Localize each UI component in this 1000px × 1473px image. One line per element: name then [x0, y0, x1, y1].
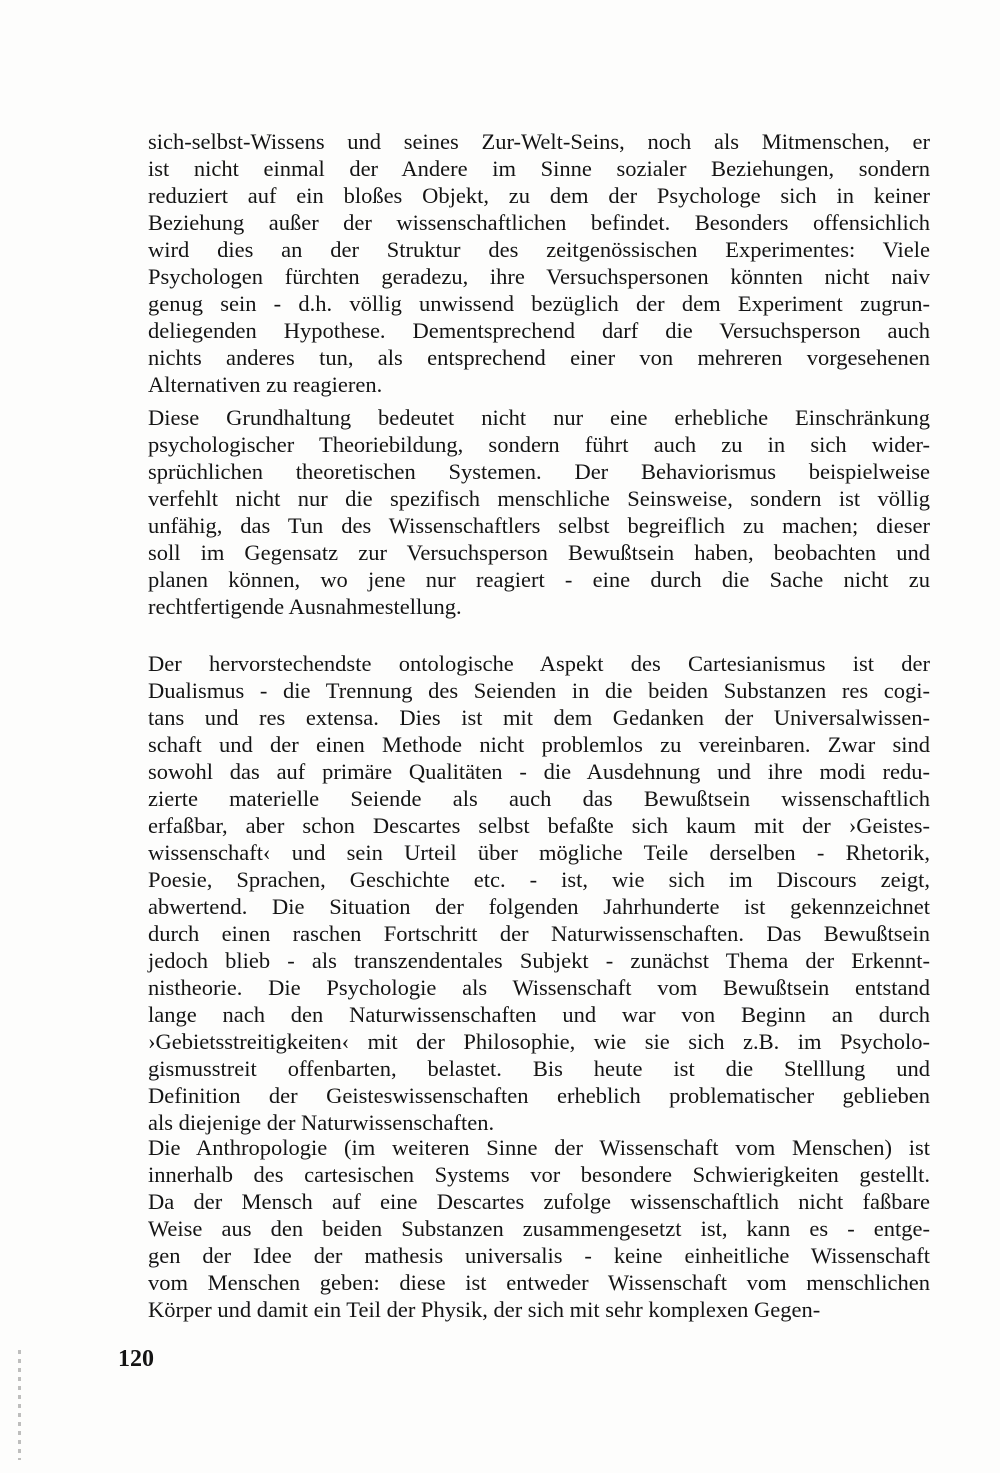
- text-line: rechtfertigende Ausnahmestellung.: [148, 594, 462, 619]
- text-line: soll im Gegensatz zur Versuchsperson Bewußtsein haben, beobachten und: [148, 540, 930, 565]
- text-line: Psychologen fürchten geradezu, ihre Versuchspersonen könnten nicht naiv: [148, 264, 930, 289]
- text-line: Dualismus - die Trennung des Seienden in die beiden Substanzen res cogi-: [148, 678, 930, 703]
- text-line: wird dies an der Struktur des zeitgenössischen Experimentes: Viele: [148, 237, 930, 262]
- text-line: genug sein - d.h. völlig unwissend bezüglich der dem Experiment zugrun-: [148, 291, 930, 316]
- text-line: planen können, wo jene nur reagiert - eine durch die Sache nicht zu: [148, 567, 930, 592]
- text-line: Der hervorstechendste ontologische Aspekt des Cartesianismus ist der: [148, 651, 930, 676]
- text-line: reduziert auf ein bloßes Objekt, zu dem der Psychologe sich in keiner: [148, 183, 930, 208]
- paragraph-4: [148, 1134, 930, 1323]
- text-line: verfehlt nicht nur die spezifisch menschliche Seinsweise, sondern ist völlig: [148, 486, 930, 511]
- text-line: Diese Grundhaltung bedeutet nicht nur eine erhebliche Einschränkung: [148, 405, 930, 430]
- text-line: Beziehung außer der wissenschaftlichen befindet. Besonders offensichlich: [148, 210, 930, 235]
- text-line: Körper und damit ein Teil der Physik, der sich mit sehr komplexen Gegen-: [148, 1297, 821, 1322]
- text-line: Alternativen zu reagieren.: [148, 372, 383, 397]
- text-line: tans und res extensa. Dies ist mit dem Gedanken der Universalwissen-: [148, 705, 930, 730]
- page-number: 120: [118, 1346, 154, 1372]
- text-line: erfaßbar, aber schon Descartes selbst befaßte sich kaum mit der ›Geistes-: [148, 813, 930, 838]
- text-line: sprüchlichen theoretischen Systemen. Der Behaviorismus beispielweise: [148, 459, 930, 484]
- binding-edge-shadow: [18, 1350, 21, 1460]
- text-line: nistheorie. Die Psychologie als Wissenschaft vom Bewußtsein entstand: [148, 975, 930, 1000]
- text-line: innerhalb des cartesischen Systems vor besondere Schwierigkeiten gestellt.: [148, 1162, 930, 1187]
- text-line: gen der Idee der mathesis universalis - keine einheitliche Wissenschaft: [148, 1243, 930, 1268]
- text-line: unfähig, das Tun des Wissenschaftlers selbst begreiflich zu machen; dieser: [148, 513, 930, 538]
- text-line: jedoch blieb - als transzendentales Subjekt - zunächst Thema der Erkennt-: [148, 948, 930, 973]
- text-line: ist nicht einmal der Andere im Sinne sozialer Beziehungen, sondern: [148, 156, 930, 181]
- text-line: lange nach den Naturwissenschaften und war von Beginn an durch: [148, 1002, 930, 1027]
- text-line: zierte materielle Seiende als auch das Bewußtsein wissenschaftlich: [148, 786, 930, 811]
- text-line: sich-selbst-Wissens und seines Zur-Welt-Seins, noch als Mitmenschen, er: [148, 129, 930, 154]
- text-line: als diejenige der Naturwissenschaften.: [148, 1110, 495, 1135]
- text-line: durch einen raschen Fortschritt der Naturwissenschaften. Das Bewußtsein: [148, 921, 930, 946]
- text-line: Die Anthropologie (im weiteren Sinne der Wissenschaft vom Menschen) ist: [148, 1135, 930, 1160]
- text-line: wissenschaft‹ und sein Urteil über mögliche Teile derselben - Rhetorik,: [148, 840, 930, 865]
- text-line: sowohl das auf primäre Qualitäten - die Ausdehnung und ihre modi redu-: [148, 759, 930, 784]
- text-line: schaft und der einen Methode nicht problemlos zu vereinbaren. Zwar sind: [148, 732, 930, 757]
- paragraph-1: [148, 128, 930, 398]
- text-line: gismusstreit offenbarten, belastet. Bis heute ist die Stelllung und: [148, 1056, 930, 1081]
- text-line: nichts anderes tun, als entsprechend einer von mehreren vorgesehenen: [148, 345, 930, 370]
- paragraph-3: [148, 650, 930, 1136]
- text-line: Weise aus den beiden Substanzen zusammengesetzt ist, kann es - entge-: [148, 1216, 930, 1241]
- text-line: Definition der Geisteswissenschaften erheblich problematischer geblieben: [148, 1083, 930, 1108]
- text-line: deliegenden Hypothese. Dementsprechend darf die Versuchsperson auch: [148, 318, 930, 343]
- text-line: psychologischer Theoriebildung, sondern führt auch zu in sich wider-: [148, 432, 930, 457]
- text-line: Da der Mensch auf eine Descartes zufolge wissenschaftlich nicht faßbare: [148, 1189, 930, 1214]
- paragraph-2: [148, 404, 930, 620]
- text-line: abwertend. Die Situation der folgenden Jahrhunderte ist gekennzeichnet: [148, 894, 930, 919]
- text-line: ›Gebietsstreitigkeiten‹ mit der Philosophie, wie sie sich z.B. im Psycholo-: [148, 1029, 930, 1054]
- text-line: vom Menschen geben: diese ist entweder Wissenschaft vom menschlichen: [148, 1270, 930, 1295]
- text-line: Poesie, Sprachen, Geschichte etc. - ist, wie sich im Discours zeigt,: [148, 867, 930, 892]
